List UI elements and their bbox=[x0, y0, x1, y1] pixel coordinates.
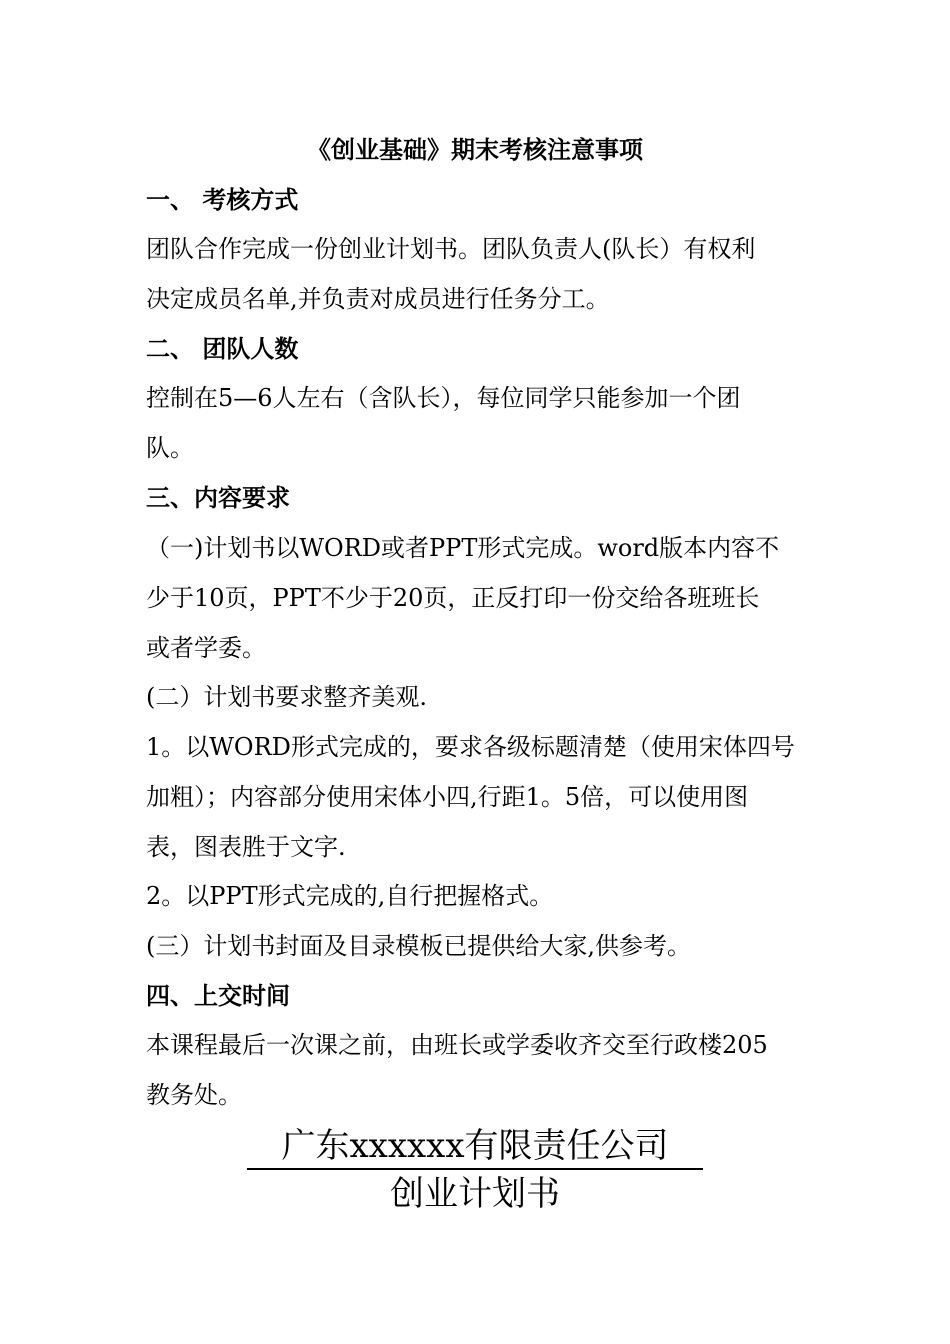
paragraph-line: 少于10页，PPT不少于20页，正反打印一份交给各班班长 bbox=[146, 584, 760, 612]
company-name-underlined: 广东xxxxxx有限责任公司 bbox=[247, 1124, 702, 1170]
paragraph-line: 加粗）；内容部分使用宋体小四,行距1。5倍，可以使用图 bbox=[146, 783, 749, 811]
section-heading-method: 一、 考核方式 bbox=[146, 186, 299, 214]
cover-subtitle: 创业计划书 bbox=[390, 1174, 560, 1214]
paragraph-line: 1。以WORD形式完成的，要求各级标题清楚（使用宋体四号 bbox=[146, 733, 795, 761]
paragraph-line: （一)计划书以WORD或者PPT形式完成。word版本内容不 bbox=[146, 534, 780, 562]
paragraph-line: 表，图表胜于文字. bbox=[146, 833, 346, 861]
paragraph-line: 控制在5—6人左右（含队长），每位同学只能参加一个团 bbox=[146, 384, 741, 412]
document-title: 《创业基础》期末考核注意事项 bbox=[307, 136, 643, 164]
cover-company-name bbox=[0, 1122, 950, 1170]
paragraph-line: 教务处。 bbox=[146, 1081, 242, 1109]
paragraph-line: 队。 bbox=[146, 434, 194, 462]
paragraph-line: 2。以PPT形式完成的,自行把握格式。 bbox=[146, 882, 554, 910]
section-heading-content: 三、内容要求 bbox=[146, 484, 290, 512]
section-heading-team-size: 二、 团队人数 bbox=[146, 335, 299, 363]
section-heading-deadline: 四、上交时间 bbox=[146, 982, 290, 1010]
paragraph-line: (三）计划书封面及目录模板已提供给大家,供参考。 bbox=[146, 932, 691, 960]
paragraph-line: 团队合作完成一份创业计划书。团队负责人(队长）有权利 bbox=[146, 235, 756, 263]
paragraph-line: 本课程最后一次课之前，由班长或学委收齐交至行政楼205 bbox=[146, 1031, 768, 1059]
paragraph-line: 决定成员名单,并负责对成员进行任务分工。 bbox=[146, 285, 610, 313]
paragraph-line: (二）计划书要求整齐美观. bbox=[146, 683, 427, 711]
paragraph-line: 或者学委。 bbox=[146, 634, 266, 662]
